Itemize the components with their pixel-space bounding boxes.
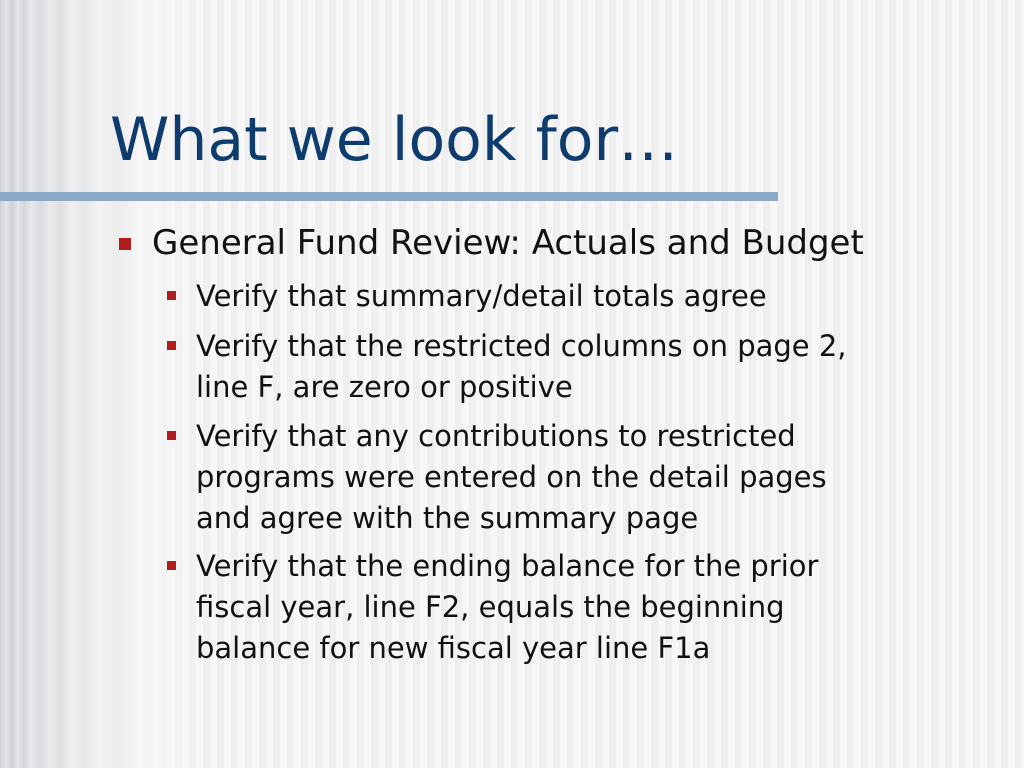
- sub-bullet-line: Verify that any contributions to restricted: [196, 419, 796, 453]
- sub-bullet-restricted-columns: [196, 326, 847, 408]
- square-bullet-icon: [119, 238, 131, 250]
- sub-bullet-ending-balance: [196, 546, 818, 669]
- sub-bullet-line: fiscal year, line F2, equals the beginning: [196, 590, 785, 624]
- title-underline: [0, 192, 778, 201]
- sub-bullet-summary-detail: [196, 276, 767, 317]
- sub-bullet-line: balance for new fiscal year line F1a: [196, 631, 711, 665]
- sub-bullet-line: and agree with the summary page: [196, 501, 699, 535]
- sub-bullet-line: programs were entered on the detail pages: [196, 460, 827, 494]
- bullet-text: General Fund Review: Actuals and Budget: [152, 223, 864, 263]
- bullet-general-fund-review: [152, 221, 864, 265]
- square-bullet-icon: [167, 291, 176, 300]
- sub-bullet-contributions: [196, 416, 827, 539]
- sub-bullet-line: Verify that the ending balance for the prior: [196, 549, 819, 583]
- square-bullet-icon: [167, 341, 176, 350]
- square-bullet-icon: [167, 561, 176, 570]
- sub-bullet-line: Verify that summary/detail totals agree: [196, 279, 767, 313]
- slide-title: What we look for…: [110, 105, 679, 175]
- sub-bullet-line: line F, are zero or positive: [196, 370, 573, 404]
- sub-bullet-line: Verify that the restricted columns on page 2,: [196, 329, 847, 363]
- square-bullet-icon: [167, 431, 176, 440]
